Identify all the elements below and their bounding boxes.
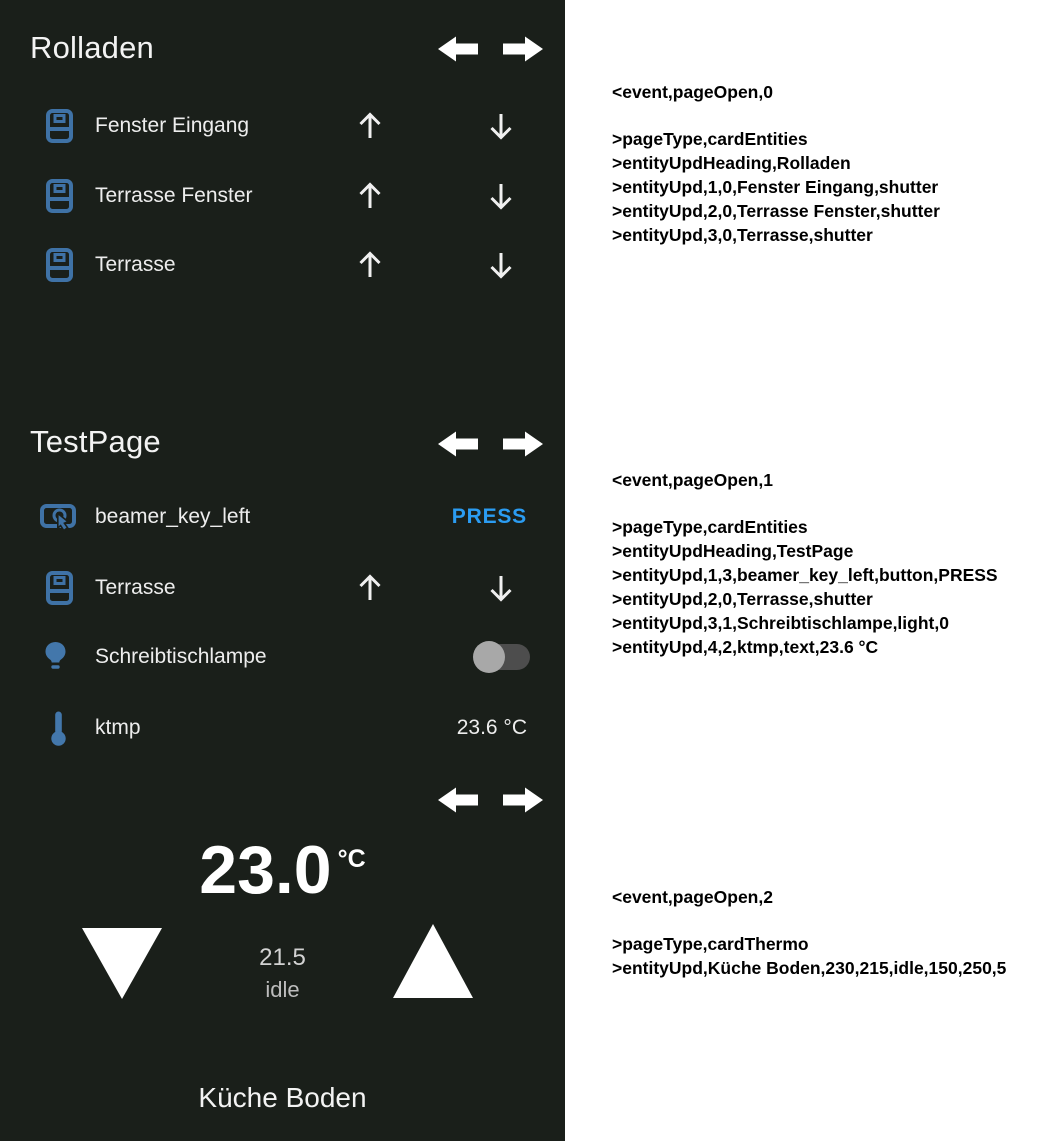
window-shutter-icon (44, 178, 75, 214)
page-heading: TestPage (30, 424, 161, 459)
annotation-line: >pageType,cardEntities (612, 129, 808, 149)
entity-label: Schreibtischlampe (95, 645, 267, 668)
entity-row (0, 623, 565, 691)
entity-label: Terrasse Fenster (95, 184, 253, 207)
annotation-gap (612, 104, 940, 127)
annotation-line: >entityUpd,3,1,Schreibtischlampe,light,0 (612, 613, 949, 633)
toggle-knob (473, 641, 505, 673)
arrow-left-icon (438, 34, 478, 64)
arrow-up-icon (356, 573, 384, 603)
entity-row (0, 162, 565, 230)
entity-label: ktmp (95, 716, 141, 739)
entity-label: Fenster Eingang (95, 114, 250, 137)
annotation-block-page0 (612, 80, 940, 247)
annotation-line: >entityUpd,2,0,Terrasse Fenster,shutter (612, 201, 940, 221)
current-temperature-value: 23.0 (199, 832, 332, 908)
entity-row (0, 554, 565, 622)
annotation-line: >entityUpd,3,0,Terrasse,shutter (612, 225, 873, 245)
shutter-up-button[interactable] (356, 181, 384, 211)
window-shutter-icon (44, 247, 75, 283)
annotation-line: >entityUpd,1,0,Fenster Eingang,shutter (612, 177, 939, 197)
window-shutter-icon (44, 108, 75, 144)
window-shutter-icon (44, 570, 75, 606)
annotation-line: >entityUpd,4,2,ktmp,text,23.6 °C (612, 637, 879, 657)
annotation-block-page1 (612, 468, 998, 659)
shutter-down-button[interactable] (487, 250, 515, 280)
shutter-up-button[interactable] (356, 111, 384, 141)
annotation-line: <event,pageOpen,0 (612, 82, 773, 102)
page-heading: Rolladen (30, 30, 154, 65)
arrow-left-icon (438, 785, 478, 815)
nav-prev-button[interactable] (438, 785, 478, 815)
entity-row (0, 483, 565, 551)
arrow-right-icon (503, 429, 543, 459)
nav-next-button[interactable] (503, 785, 543, 815)
entity-label: beamer_key_left (95, 505, 251, 528)
annotation-line: >pageType,cardEntities (612, 517, 808, 537)
arrow-right-icon (503, 34, 543, 64)
arrow-right-icon (503, 785, 543, 815)
shutter-down-button[interactable] (487, 181, 515, 211)
annotation-gap (612, 909, 1006, 932)
annotation-line: >entityUpdHeading,Rolladen (612, 153, 851, 173)
current-temperature (0, 832, 565, 908)
shutter-down-button[interactable] (487, 111, 515, 141)
annotation-gap (612, 492, 998, 515)
annotation-line: >entityUpd,Küche Boden,230,215,idle,150,250,5 (612, 958, 1007, 978)
lightbulb-icon (42, 640, 69, 674)
hvac-state: idle (265, 977, 300, 1002)
arrow-down-icon (487, 111, 515, 141)
thermostat-name: Küche Boden (198, 1082, 367, 1113)
nav-prev-button[interactable] (438, 34, 478, 64)
temperature-unit: °C (337, 845, 366, 873)
arrow-left-icon (438, 429, 478, 459)
nav-next-button[interactable] (503, 429, 543, 459)
sensor-value: 23.6 °C (456, 716, 527, 739)
gesture-tap-button-icon (38, 499, 78, 535)
annotation-line: >pageType,cardThermo (612, 934, 809, 954)
arrow-down-icon (487, 181, 515, 211)
entity-row (0, 694, 565, 762)
arrow-up-icon (356, 181, 384, 211)
annotation-line: >entityUpd,2,0,Terrasse,shutter (612, 589, 873, 609)
shutter-up-button[interactable] (356, 250, 384, 280)
light-toggle-switch[interactable] (476, 644, 530, 670)
entity-row (0, 231, 565, 299)
nav-next-button[interactable] (503, 34, 543, 64)
entity-label: Terrasse (95, 253, 176, 276)
shutter-down-button[interactable] (487, 573, 515, 603)
entity-row (0, 92, 565, 160)
arrow-up-icon (356, 250, 384, 280)
annotation-block-page2 (612, 885, 1006, 980)
arrow-up-icon (356, 111, 384, 141)
shutter-up-button[interactable] (356, 573, 384, 603)
press-button[interactable]: PRESS (451, 505, 527, 528)
nav-prev-button[interactable] (438, 429, 478, 459)
arrow-down-icon (487, 250, 515, 280)
entity-label: Terrasse (95, 576, 176, 599)
thermometer-icon (50, 710, 67, 747)
annotation-line: >entityUpd,1,3,beamer_key_left,button,PRESS (612, 565, 998, 585)
annotation-line: <event,pageOpen,1 (612, 470, 773, 490)
annotation-line: <event,pageOpen,2 (612, 887, 773, 907)
annotation-line: >entityUpdHeading,TestPage (612, 541, 854, 561)
arrow-down-icon (487, 573, 515, 603)
target-temperature: 21.5 (259, 944, 306, 971)
